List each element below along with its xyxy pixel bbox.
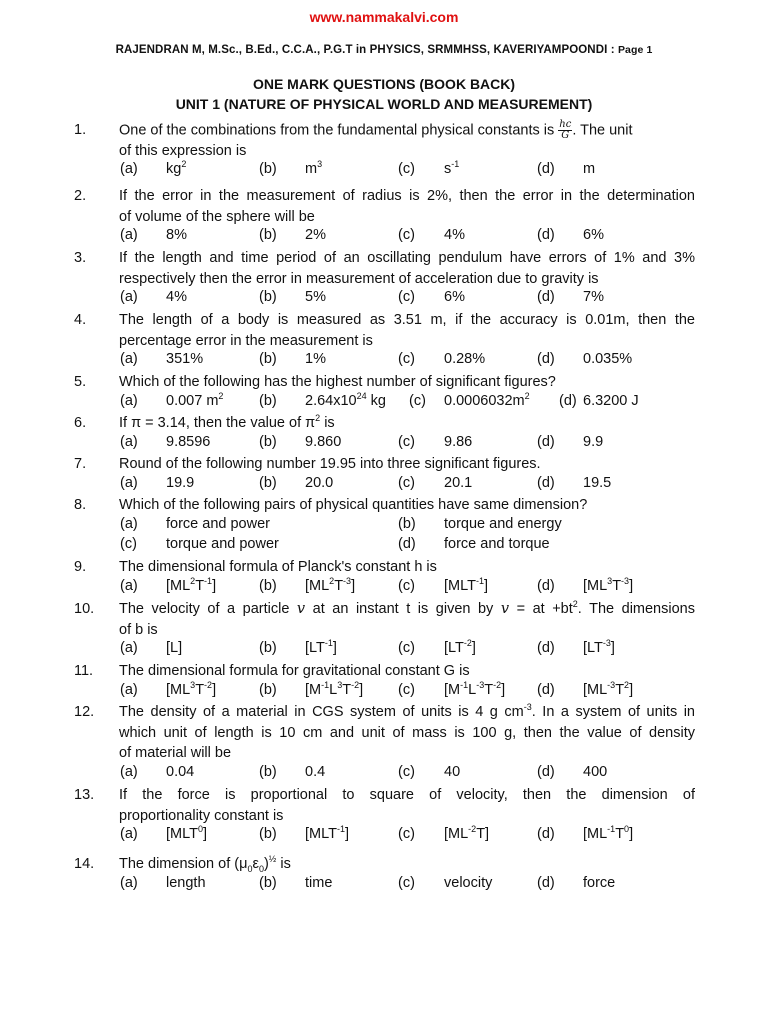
stem-line: which unit of length is 10 cm and unit of mass is 100 g, then the value of density	[119, 724, 695, 741]
stem-line: proportionality constant is	[119, 807, 284, 824]
question-number: 2.	[74, 188, 87, 204]
stem-line: The velocity of a particle v at an instant t is given by v = at $+bt^2$. The dimensions	[119, 599, 695, 617]
option-marker: (a)	[120, 826, 138, 843]
option-value[interactable]: 6.3200 J	[583, 392, 639, 409]
option-marker: (d)	[537, 433, 555, 450]
option-value[interactable]: 1%	[305, 351, 326, 368]
option-marker: (c)	[398, 289, 415, 306]
author-header	[0, 44, 768, 56]
option-marker: (a)	[120, 392, 138, 409]
option-value[interactable]: 9.9	[583, 433, 604, 450]
option-marker: (c)	[398, 474, 415, 491]
stem-line: The dimension of $(\mu_0\varepsilon_0)^{\frac{1}{2}}$ is	[119, 854, 291, 874]
page-number: Page 1	[617, 44, 653, 56]
option-value[interactable]: 0.007 $m^2$	[166, 390, 224, 409]
option-value[interactable]: 2%	[305, 227, 326, 244]
question-stem	[119, 248, 695, 289]
option-value[interactable]: force and power	[166, 515, 270, 532]
option-marker: (c)	[398, 227, 415, 244]
stem-line: Round of the following number 19.95 into three significant figures.	[119, 456, 541, 472]
option-value[interactable]: $[ML^2T^{-3}]$	[305, 575, 356, 594]
option-marker: (c)	[398, 433, 415, 450]
stem-line: Which of the following has the highest number of significant figures?	[119, 374, 556, 390]
option-value[interactable]: force and torque	[444, 536, 550, 553]
option-value[interactable]: 19.9	[166, 474, 195, 491]
option-value[interactable]: 0.035%	[583, 351, 633, 368]
option-marker: (c)	[398, 826, 415, 843]
option-value[interactable]: 9.86	[444, 433, 473, 450]
question-number: 6.	[74, 415, 87, 431]
stem-line: If the force is proportional to square of velocity, then the dimension of	[119, 787, 695, 803]
question-stem	[119, 495, 695, 516]
option-value[interactable]: $[ML^3T^{-3}]$	[583, 575, 634, 594]
options-row	[0, 875, 768, 896]
question-stem	[119, 186, 695, 227]
stem-line: If the length and time period of an oscillating pendulum have errors of 1% and 3%	[119, 250, 695, 266]
option-marker: (d)	[537, 763, 555, 780]
option-marker: (d)	[537, 874, 555, 891]
options-row	[0, 536, 768, 557]
stem-line: The dimensional formula for gravitational constant G is	[119, 663, 470, 679]
option-value[interactable]: m	[583, 161, 596, 178]
option-value[interactable]: [MLT$^0$]	[166, 824, 207, 843]
option-value[interactable]: velocity	[444, 874, 493, 891]
option-marker: (b)	[259, 289, 277, 306]
option-value[interactable]: $[LT^{-1}]$	[305, 638, 337, 657]
option-marker: (c)	[398, 874, 415, 891]
options-row	[0, 227, 768, 248]
option-value[interactable]: torque and energy	[444, 515, 562, 532]
option-marker: (c)	[398, 577, 415, 594]
option-value[interactable]: $[MLT^{-1}]$	[444, 575, 488, 594]
option-marker: (b)	[259, 826, 277, 843]
option-value[interactable]: 351%	[166, 351, 204, 368]
option-value[interactable]: 400	[583, 763, 608, 780]
option-marker: (d)	[559, 392, 577, 409]
stem-line: If the error in the measurement of radius is 2%, then the error in the determination	[119, 188, 695, 204]
question-number: 13.	[74, 787, 95, 803]
option-marker: (d)	[537, 474, 555, 491]
stem-line: of b is	[119, 621, 158, 638]
option-value[interactable]: $[ML^{-1}T^0]$	[583, 824, 634, 843]
option-value[interactable]: 6%	[444, 289, 465, 306]
options-row	[0, 679, 768, 703]
options-row	[0, 516, 768, 537]
option-marker: (a)	[120, 874, 138, 891]
option-marker: (c)	[398, 681, 415, 698]
option-marker: (b)	[259, 474, 277, 491]
option-marker: (a)	[120, 433, 138, 450]
option-value[interactable]: $[ML^3T^{-2}]$	[166, 679, 217, 698]
option-value[interactable]: 4%	[166, 289, 187, 306]
option-value[interactable]: $m^3$	[305, 159, 323, 178]
option-marker: (a)	[120, 515, 138, 532]
options-row	[0, 475, 768, 496]
question-number: 7.	[74, 456, 87, 472]
option-value[interactable]: 20.0	[305, 474, 334, 491]
option-value[interactable]: $[ML^{-3}T^2]$	[583, 679, 634, 698]
option-marker: (b)	[398, 515, 416, 532]
stem-line: If π = 3.14, then the value of $\pi^2$ is	[119, 413, 335, 431]
question-number: 5.	[74, 374, 87, 390]
question-stem	[119, 557, 695, 578]
option-marker: (d)	[398, 536, 416, 553]
option-value[interactable]: $[ML^2T^{-1}]$	[166, 575, 217, 594]
option-value[interactable]: 9.8596	[166, 433, 211, 450]
option-value[interactable]: $[LT^{-2}]$	[444, 638, 476, 657]
options-row	[0, 764, 768, 785]
question-stem	[119, 702, 695, 764]
options-row	[0, 434, 768, 455]
option-marker: (b)	[259, 392, 277, 409]
option-marker: (b)	[259, 351, 277, 368]
author-line: RAJENDRAN M, M.Sc., B.Ed., C.C.A., P.G.T in PHYSICS, SRMMHSS, KAVERIYAMPOONDI :	[115, 44, 615, 56]
stem-line: The density of a material in CGS system of units is 4 g $cm^{-3}$. In a system of units in	[119, 702, 695, 720]
option-value[interactable]: 0.4	[305, 763, 326, 780]
options-row	[0, 351, 768, 372]
option-marker: (c)	[398, 351, 415, 368]
option-marker: (b)	[259, 763, 277, 780]
question-number: 9.	[74, 559, 87, 575]
options-row	[0, 161, 768, 182]
question-stem	[119, 785, 695, 826]
option-marker: (d)	[537, 351, 555, 368]
stem-line: of this expression is	[119, 142, 247, 159]
stem-line: Which of the following pairs of physical quantities have same dimension?	[119, 497, 588, 513]
option-value[interactable]: $[M^{-1}L^{-3}T^{-2}]$	[444, 679, 506, 698]
question-stem	[119, 854, 695, 875]
option-value[interactable]: 40	[444, 763, 461, 780]
option-value[interactable]: $[M^{-1}L^3T^{-2}]$	[305, 679, 364, 698]
option-marker: (d)	[537, 826, 555, 843]
option-value[interactable]: force	[583, 874, 616, 891]
option-marker: (c)	[398, 161, 415, 178]
option-marker: (b)	[259, 227, 277, 244]
option-marker: (c)	[398, 763, 415, 780]
option-marker: (a)	[120, 351, 138, 368]
option-value[interactable]: 0.28%	[444, 351, 486, 368]
option-value[interactable]: $[ML^{-2}T]$	[444, 824, 490, 843]
question-stem	[119, 372, 695, 393]
question-stem	[119, 599, 695, 640]
options-row	[0, 390, 768, 414]
option-value[interactable]: 9.860	[305, 433, 342, 450]
option-marker: (b)	[259, 640, 277, 657]
option-marker: (a)	[120, 763, 138, 780]
option-marker: (c)	[120, 536, 137, 553]
option-value[interactable]: 20.1	[444, 474, 473, 491]
option-marker: (d)	[537, 577, 555, 594]
option-value[interactable]: 7%	[583, 289, 604, 306]
option-marker: (d)	[537, 289, 555, 306]
option-value[interactable]: $kg^2$	[166, 159, 187, 178]
option-marker: (a)	[120, 227, 138, 244]
options-row	[0, 289, 768, 310]
options-row	[0, 575, 768, 599]
option-marker: (a)	[120, 640, 138, 657]
option-value[interactable]: 8%	[166, 227, 187, 244]
option-value[interactable]: $[MLT^{-1}]$	[305, 824, 349, 843]
options-row	[0, 640, 768, 661]
stem-line: of volume of the sphere will be	[119, 208, 315, 225]
option-value[interactable]: length	[166, 874, 206, 891]
question-stem	[119, 310, 695, 351]
option-value[interactable]: $[LT^{-3}]$	[583, 638, 615, 657]
option-marker: (a)	[120, 681, 138, 698]
stem-line: One of the combinations from the fundamental physical constants is $\frac{hc}{G}$ . The unit	[119, 119, 633, 141]
option-value[interactable]: [L]	[166, 640, 183, 657]
option-marker: (d)	[537, 161, 555, 178]
question-number: 3.	[74, 250, 87, 266]
option-marker: (a)	[120, 474, 138, 491]
question-stem	[119, 661, 695, 682]
stem-line: respectively then the error in measurement of acceleration due to gravity is	[119, 270, 599, 287]
option-value[interactable]: torque and power	[166, 536, 279, 553]
stem-line: The dimensional formula of Planck's constant h is	[119, 559, 437, 575]
option-value[interactable]: $s^{-1}$	[444, 159, 460, 178]
option-value[interactable]: 5%	[305, 289, 326, 306]
website-url[interactable]: www.nammakalvi.com	[309, 9, 459, 25]
question-number: 8.	[74, 497, 87, 513]
stem-line: percentage error in the measurement is	[119, 332, 373, 349]
option-marker: (c)	[398, 640, 415, 657]
option-marker: (b)	[259, 681, 277, 698]
options-row	[0, 826, 768, 847]
option-marker: (d)	[537, 227, 555, 244]
option-marker: (d)	[537, 681, 555, 698]
option-value[interactable]: 4%	[444, 227, 465, 244]
question-number: 1.	[74, 122, 87, 138]
option-marker: (d)	[537, 640, 555, 657]
option-value[interactable]: 19.5	[583, 474, 612, 491]
option-marker: (a)	[120, 161, 138, 178]
question-number: 10.	[74, 601, 95, 617]
question-number: 14.	[74, 856, 95, 872]
stem-line: of material will be	[119, 745, 232, 762]
question-number: 11.	[74, 663, 94, 679]
option-marker: (a)	[120, 289, 138, 306]
option-marker: (b)	[259, 874, 277, 891]
question-stem	[119, 120, 695, 161]
section-title: ONE MARK QUESTIONS (BOOK BACK)	[252, 76, 516, 92]
unit-title: UNIT 1 (NATURE OF PHYSICAL WORLD AND MEASUREMENT)	[175, 96, 593, 112]
question-number: 4.	[74, 312, 87, 328]
option-value[interactable]: 6%	[583, 227, 604, 244]
question-stem	[119, 413, 695, 434]
option-marker: (c)	[409, 392, 426, 409]
option-marker: (b)	[259, 433, 277, 450]
fraction: $\frac{hc}{G}$	[559, 119, 572, 141]
stem-line: The length of a body is measured as 3.51 m, if the accuracy is 0.01m, then the	[119, 312, 695, 328]
option-value[interactable]: 0.04	[166, 763, 195, 780]
option-value[interactable]: $0.0006032m^2$	[444, 390, 530, 409]
option-value[interactable]: time	[305, 874, 333, 891]
option-value[interactable]: $2.64x10^{24}$ kg	[305, 390, 386, 409]
question-stem	[119, 454, 695, 475]
option-marker: (a)	[120, 577, 138, 594]
question-number: 12.	[74, 704, 95, 720]
option-marker: (b)	[259, 161, 277, 178]
option-marker: (b)	[259, 577, 277, 594]
